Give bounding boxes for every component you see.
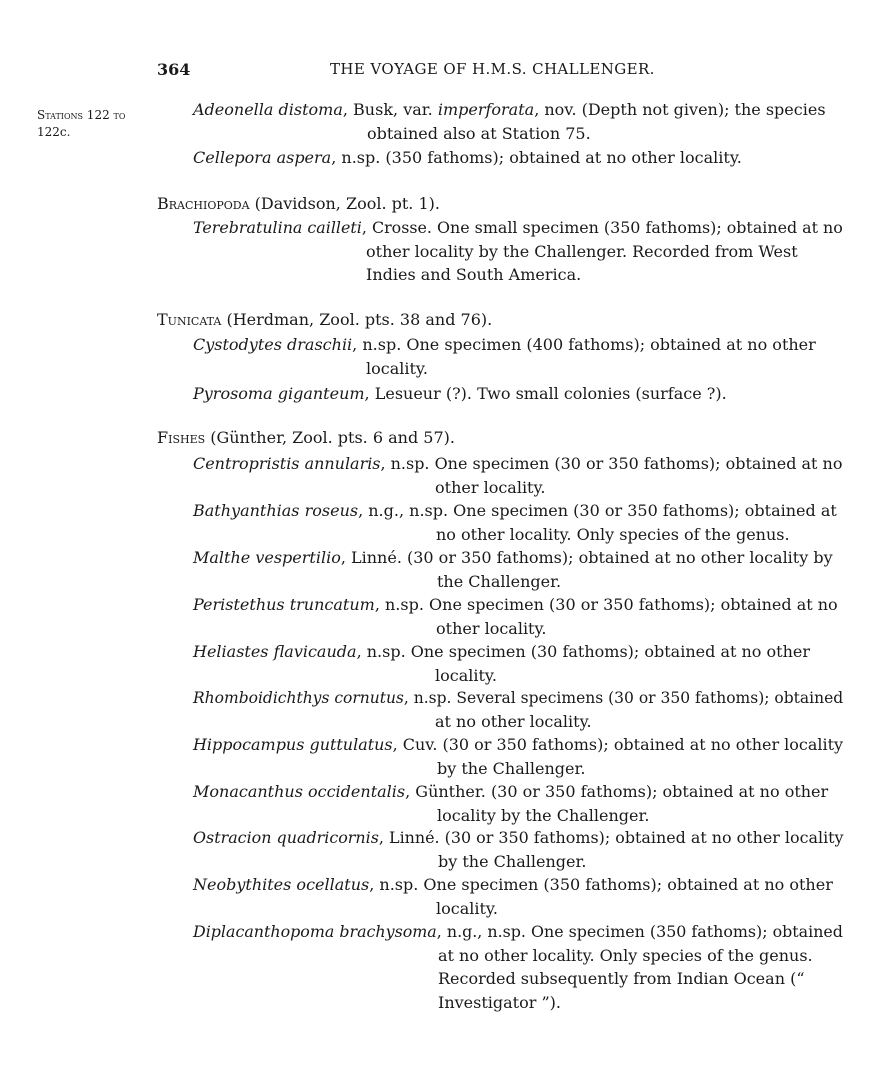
entry-text: , n.sp. One specimen (350 fathoms); obtained at no other <box>369 875 833 894</box>
entry-continuation: no other locality. Only species of the genus. <box>436 524 790 544</box>
species-name: Peristethus truncatum <box>193 595 375 614</box>
species-entry <box>193 499 843 546</box>
species-entry <box>193 780 843 827</box>
species-name: Heliastes flavicauda <box>193 642 357 661</box>
running-title: THE VOYAGE OF H.M.S. CHALLENGER. <box>330 60 655 78</box>
entry-text: , Crosse. One small specimen (350 fathoms); obtained at no <box>361 218 843 237</box>
margin-note <box>37 107 125 141</box>
entry-continuation: locality. <box>435 665 497 685</box>
entry-continuation: locality by the Challenger. <box>437 805 650 825</box>
entry-continuation: locality. <box>366 358 428 378</box>
species-entry <box>193 640 843 687</box>
species-name: Adeonella distoma <box>193 100 343 119</box>
species-name: Terebratulina cailleti <box>193 218 362 237</box>
entry-text: , n.g., n.sp. One specimen (350 fathoms); obtained <box>436 922 843 941</box>
entry-text: , n.sp. One specimen (30 or 350 fathoms); obtained at no <box>374 595 838 614</box>
entry-continuation: by the Challenger. <box>438 851 587 871</box>
species-entry <box>193 686 843 733</box>
entry-continuation: by the Challenger. <box>437 758 586 778</box>
species-entry <box>193 382 727 406</box>
species-entry <box>193 146 742 170</box>
entry-text: , nov. (Depth not given); the species <box>534 100 826 119</box>
entry-continuation: obtained also at Station 75. <box>367 123 591 143</box>
entry-continuation: other locality. <box>435 477 546 497</box>
species-entry <box>193 873 843 920</box>
entry-continuation: other locality. <box>436 618 547 638</box>
entry-text: , Busk, var. <box>342 100 438 119</box>
section-heading-brachiopoda: Brachiopoda (Davidson, Zool. pt. 1). <box>157 194 440 213</box>
entry-text: , Günther. (30 or 350 fathoms); obtained at no other <box>405 782 829 801</box>
margin-note-line1: Stations 122 to <box>37 108 126 122</box>
entry-continuation: other locality by the Challenger. Recorded from West Indies and South America. <box>366 241 798 284</box>
species-entry <box>193 593 843 640</box>
page-number: 364 <box>157 60 191 79</box>
species-entry <box>193 98 843 145</box>
variety-name: imperforata <box>437 100 535 119</box>
species-entry <box>193 546 843 593</box>
species-name: Malthe vespertilio <box>193 548 341 567</box>
entry-text: , n.sp. One specimen (30 fathoms); obtained at no other <box>356 642 810 661</box>
entry-text: , n.sp. (350 fathoms); obtained at no other locality. <box>331 148 742 167</box>
species-entry <box>193 216 843 287</box>
entry-text: , n.sp. One specimen (30 or 350 fathoms); obtained at no <box>380 454 843 473</box>
entry-text: , Linné. (30 or 350 fathoms); obtained at no other locality <box>378 828 844 847</box>
entry-text: , Linné. (30 or 350 fathoms); obtained at no other locality by <box>340 548 833 567</box>
species-entry <box>193 333 843 380</box>
species-entry <box>193 733 843 780</box>
species-name: Hippocampus guttulatus <box>193 735 393 754</box>
species-name: Centropristis annularis <box>193 454 381 473</box>
entry-continuation: locality. <box>436 898 498 918</box>
species-name: Cystodytes draschii <box>193 335 353 354</box>
species-name: Cellepora aspera <box>193 148 332 167</box>
entry-text: , n.sp. One specimen (400 fathoms); obtained at no other <box>352 335 816 354</box>
species-name: Diplacanthopoma brachysoma <box>193 922 437 941</box>
entry-text: , n.sp. Several specimens (30 or 350 fathoms); obtained <box>403 688 844 707</box>
species-entry <box>193 920 843 1014</box>
entry-text: , n.g., n.sp. One specimen (30 or 350 fathoms); obtained at <box>358 501 837 520</box>
species-name: Ostracion quadricornis <box>193 828 379 847</box>
entry-continuation: at no other locality. <box>435 711 592 731</box>
species-name: Pyrosoma giganteum <box>193 384 365 403</box>
entry-text: , Lesueur (?). Two small colonies (surface ?). <box>364 384 727 403</box>
species-entry <box>193 826 843 873</box>
species-name: Rhomboidichthys cornutus <box>193 688 404 707</box>
page-header <box>0 60 880 84</box>
species-name: Neobythites ocellatus <box>193 875 370 894</box>
margin-note-line2: 122c. <box>37 125 71 139</box>
species-entry <box>193 452 843 499</box>
species-name: Bathyanthias roseus <box>193 501 359 520</box>
entry-continuation: at no other locality. Only species of the genus. Recorded subsequently from Indian Ocean (“ Investigator ”). <box>438 945 813 1012</box>
section-heading-tunicata: Tunicata (Herdman, Zool. pts. 38 and 76). <box>157 310 493 329</box>
entry-continuation: the Challenger. <box>437 571 562 591</box>
species-name: Monacanthus occidentalis <box>193 782 406 801</box>
entry-text: , Cuv. (30 or 350 fathoms); obtained at no other locality <box>392 735 844 754</box>
section-heading-fishes: Fishes (Günther, Zool. pts. 6 and 57). <box>157 428 455 447</box>
